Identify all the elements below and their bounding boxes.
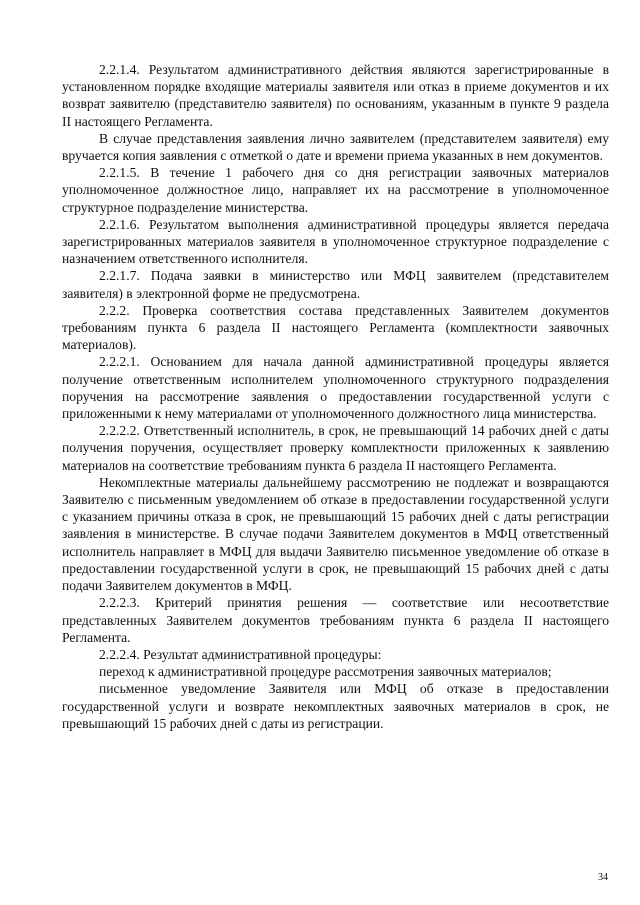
page-number: 34 <box>598 872 608 883</box>
paragraph-2-2-1-5: 2.2.1.5. В течение 1 рабочего дня со дня регистрации заявочных материалов уполномоченное должностное лицо, направляет их на рассмотрение в уполномоченное структурное подразделение министерства. <box>62 165 609 215</box>
paragraph-2-2-1-4: 2.2.1.4. Результатом административного действия являются зарегистрированные в установленном порядке входящие материалы заявителя или отказ в приеме документов и их возврат заявителю (представителю заявителя) по основаниям, указанным в пункте 9 раздела II настоящего Регламента. <box>62 62 609 129</box>
paragraph-result-refusal: письменное уведомление Заявителя или МФЦ об отказе в предоставлении государственной услуги и возврате некомплектных заявочных материалов в срок, не превышающий 15 рабочих дней с даты из регистрации. <box>62 681 609 731</box>
paragraph-2-2-2: 2.2.2. Проверка соответствия состава представленных Заявителем документов требованиям пункта 6 раздела II настоящего Регламента (комплектности заявочных материалов). <box>62 302 609 353</box>
paragraph-2-2-2-3: 2.2.2.3. Критерий принятия решения — соответствие или несоответствие представленных Заявителем документов требованиям пункта 6 раздела II настоящего Регламента. <box>62 595 609 645</box>
document-body <box>62 61 609 732</box>
paragraph-2-2-1-6: 2.2.1.6. Результатом выполнения административной процедуры является передача зарегистрированных материалов заявителя в уполномоченное структурное подразделение с назначением ответственного исполнителя. <box>62 216 609 267</box>
paragraph-2-2-2-2: 2.2.2.2. Ответственный исполнитель, в срок, не превышающий 14 рабочих дней с даты получения поручения, осуществляет проверку комплектности приложенных к заявлению материалов на соответствие требованиям пункта 6 раздела II настоящего Регламента. <box>62 423 609 473</box>
paragraph-2-2-1-7: 2.2.1.7. Подача заявки в министерство или МФЦ заявителем (представителем заявителя) в электронной форме не предусмотрена. <box>62 268 609 301</box>
paragraph-2-2-2-4: 2.2.2.4. Результат административной процедуры: <box>99 646 382 662</box>
paragraph-2-2-2-1: 2.2.2.1. Основанием для начала данной административной процедуры является получение ответственным исполнителем уполномоченного структурного подразделения поручения на рассмотрение заявления о предоставлении государственной услуги с приложенными к нему материалами от уполномоченного должностного лица министерства. <box>62 354 609 422</box>
paragraph-incomplete-materials: Некомплектные материалы дальнейшему рассмотрению не подлежат и возвращаются Заявителю с письменным уведомлением об отказе в предоставлении государственной услуги с указанием причины отказа в срок, не превышающий 15 рабочих дней с даты регистрации заявления в министерстве. В случае подачи Заявителем документов в МФЦ ответственный исполнитель направляет в МФЦ для выдачи Заявителю письменное уведомление об отказе в предоставлении государственной услуги в срок, не превышающий 15 рабочих дней с даты подачи Заявителем документов в МФЦ. <box>62 474 609 594</box>
paragraph-result-transition: переход к административной процедуре рассмотрения заявочных материалов; <box>99 664 552 680</box>
paragraph-personal-submission: В случае представления заявления лично заявителем (представителем заявителя) ему вручается копия заявления с отметкой о дате и времени приема указанных в нем документов. <box>62 130 609 164</box>
